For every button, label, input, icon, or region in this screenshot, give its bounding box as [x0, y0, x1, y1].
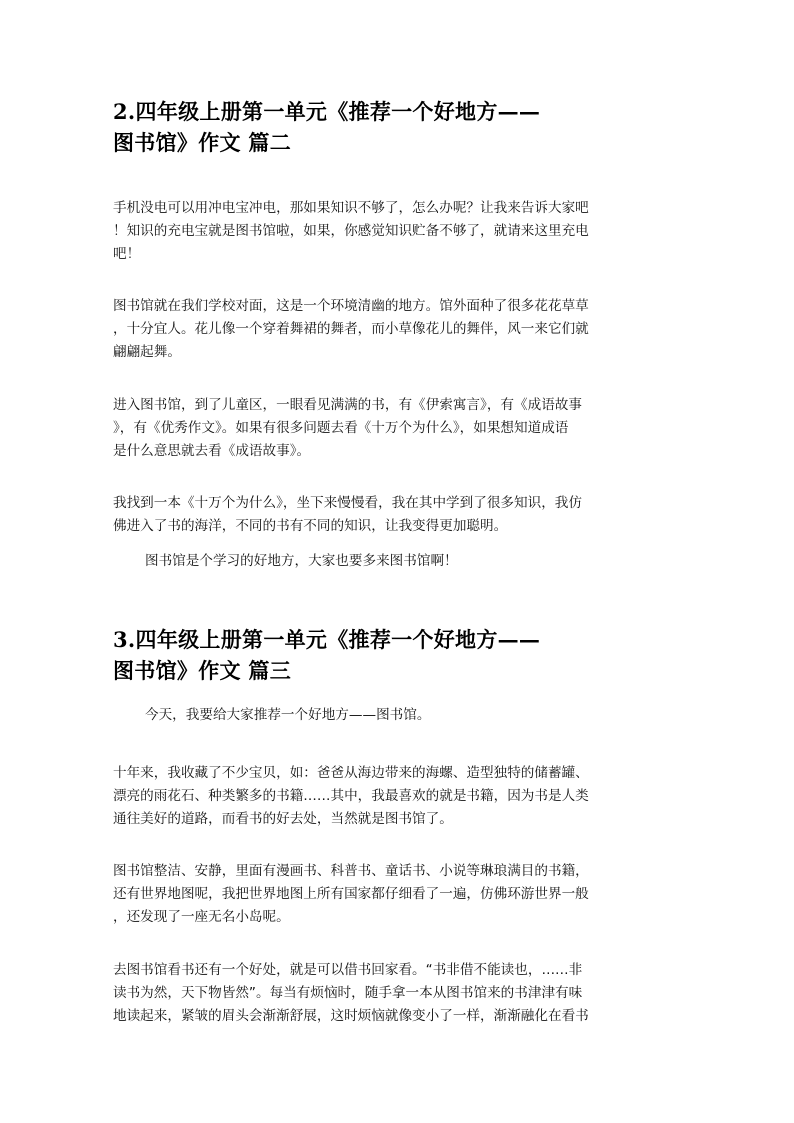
- text-line: ！知识的充电宝就是图书馆啦，如果，你感觉知识贮备不够了，就请来这里充电: [113, 223, 589, 239]
- section-3-paragraph-3: [113, 860, 685, 929]
- text-line: ，十分宜人。花儿像一个穿着舞裙的舞者，而小草像花儿的舞伴，风一来它们就: [113, 321, 589, 337]
- section-3-heading-line-1: 3.四年级上册第一单元《推荐一个好地方——: [113, 627, 541, 652]
- text-line: 是什么意思就去看《成语故事》。: [113, 443, 311, 459]
- text-line: 通往美好的道路，而看书的好去处，当然就是图书馆了。: [113, 811, 453, 827]
- section-3-heading: [113, 624, 693, 686]
- text-line: 我找到一本《十万个为什么》，坐下来慢慢看，我在其中学到了很多知识，我仿: [113, 495, 582, 511]
- section-3-paragraph-2: [113, 762, 685, 831]
- text-line: 图书馆是个学习的好地方，大家也要多来图书馆啊！: [145, 553, 458, 569]
- text-line: 漂亮的雨花石、种类繁多的书籍……其中，我最喜欢的就是书籍，因为书是人类: [113, 788, 589, 804]
- text-line: 佛进入了书的海洋，不同的书有不同的知识，让我变得更加聪明。: [113, 518, 508, 534]
- section-3-paragraph-4: [113, 959, 685, 1028]
- section-2-paragraph-1: [113, 197, 685, 266]
- text-line: 去图书馆看书还有一个好处，就是可以借书回家看。“书非借不能读也，……非: [113, 962, 583, 978]
- section-2-paragraph-5: [145, 550, 717, 573]
- text-line: 读书为然，天下物皆然”。每当有烦恼时，随手拿一本从图书馆来的书津津有味: [113, 985, 583, 1001]
- section-2-heading-line-2: 图书馆》作文 篇二: [113, 130, 292, 155]
- text-line: 今天，我要给大家推荐一个好地方——图书馆。: [145, 707, 431, 723]
- text-line: 手机没电可以用冲电宝冲电，那如果知识不够了，怎么办呢？让我来告诉大家吧: [113, 200, 589, 216]
- text-line: 还有世界地图呢，我把世界地图上所有国家都仔细看了一遍，仿佛环游世界一般: [113, 886, 589, 902]
- text-line: 地读起来，紧皱的眉头会渐渐舒展，这时烦恼就像变小了一样，渐渐融化在看书: [113, 1008, 589, 1024]
- text-line: 》，有《优秀作文》。如果有很多问题去看《十万个为什么》，如果想知道成语: [113, 420, 569, 436]
- text-line: 十年来，我收藏了不少宝贝，如：爸爸从海边带来的海螺、造型独特的储蓄罐、: [113, 765, 589, 781]
- text-line: 吧！: [113, 246, 141, 262]
- section-2-heading: [113, 96, 693, 158]
- text-line: 图书馆整洁、安静，里面有漫画书、科普书、童话书、小说等琳琅满目的书籍，: [113, 863, 589, 879]
- section-2-heading-line-1: 2.四年级上册第一单元《推荐一个好地方——: [113, 99, 541, 124]
- section-3-heading-line-2: 图书馆》作文 篇三: [113, 658, 292, 683]
- text-line: 进入图书馆，到了儿童区，一眼看见满满的书，有《伊索寓言》，有《成语故事: [113, 397, 582, 413]
- section-3-paragraph-1: [145, 704, 717, 727]
- text-line: ，还发现了一座无名小岛呢。: [113, 909, 290, 925]
- section-2-paragraph-4: [113, 492, 685, 538]
- text-line: 翩翩起舞。: [113, 344, 181, 360]
- text-line: 图书馆就在我们学校对面，这是一个环境清幽的地方。馆外面种了很多花花草草: [113, 298, 589, 314]
- section-2-paragraph-2: [113, 295, 685, 364]
- section-2-paragraph-3: [113, 394, 685, 463]
